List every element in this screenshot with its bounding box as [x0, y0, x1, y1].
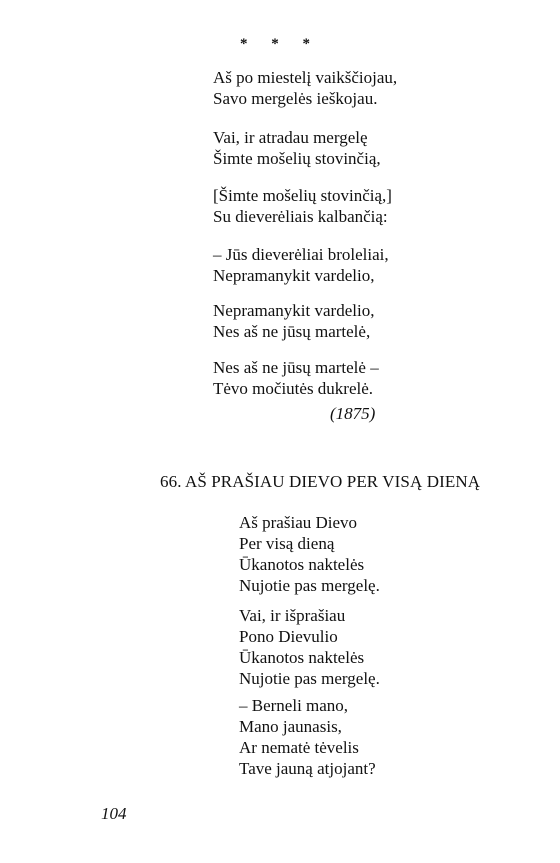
verse-line: [Šimte mošelių stovinčią,]	[213, 186, 392, 205]
verse-line: Savo mergelės ieškojau.	[213, 89, 378, 108]
verse-line: Nepramanykit vardelio,	[213, 266, 375, 285]
verse-line: Aš po miestelį vaikščiojau,	[213, 68, 398, 87]
verse-line: Nes aš ne jūsų martelė,	[213, 322, 371, 341]
verse-line: Šimte mošelių stovinčią,	[213, 149, 381, 168]
verse-line: Mano jaunasis,	[239, 717, 342, 736]
verse-line: Tėvo močiutės dukrelė.	[213, 379, 374, 398]
verse-line: Pono Dievulio	[239, 627, 338, 646]
stanza-8	[239, 605, 380, 689]
poem-title: 66. AŠ PRAŠIAU DIEVO PER VISĄ DIENĄ	[160, 472, 481, 491]
page-number: 104	[101, 804, 127, 823]
poem-date: (1875)	[330, 404, 376, 423]
stanza-1	[213, 67, 397, 109]
verse-line: Su dieverėliais kalbančią:	[213, 207, 388, 226]
stanza-7	[239, 512, 380, 596]
verse-line: Ūkanotos naktelės	[239, 555, 365, 574]
verse-line: Nes aš ne jūsų martelė –	[213, 358, 379, 377]
verse-line: Aš prašiau Dievo	[239, 513, 358, 532]
verse-line: Vai, ir atradau mergelę	[213, 128, 368, 147]
verse-line: Nujotie pas mergelę.	[239, 576, 380, 595]
stanza-3	[213, 185, 392, 227]
stanza-4	[213, 244, 389, 286]
verse-line: Tave jauną atjojant?	[239, 759, 376, 778]
verse-line: Ūkanotos naktelės	[239, 648, 365, 667]
stanza-2	[213, 127, 381, 169]
verse-line: Vai, ir išprašiau	[239, 606, 346, 625]
verse-line: Nepramanykit vardelio,	[213, 301, 375, 320]
verse-line: Per visą dieną	[239, 534, 335, 553]
verse-line: Ar nematė tėvelis	[239, 738, 359, 757]
stanza-9	[239, 695, 376, 779]
verse-line: – Berneli mano,	[239, 696, 349, 715]
verse-line: – Jūs dieverėliai broleliai,	[213, 245, 389, 264]
verse-line: Nujotie pas mergelę.	[239, 669, 380, 688]
stanza-5	[213, 300, 374, 342]
section-separator: * * *	[240, 36, 320, 52]
stanza-6	[213, 357, 379, 399]
